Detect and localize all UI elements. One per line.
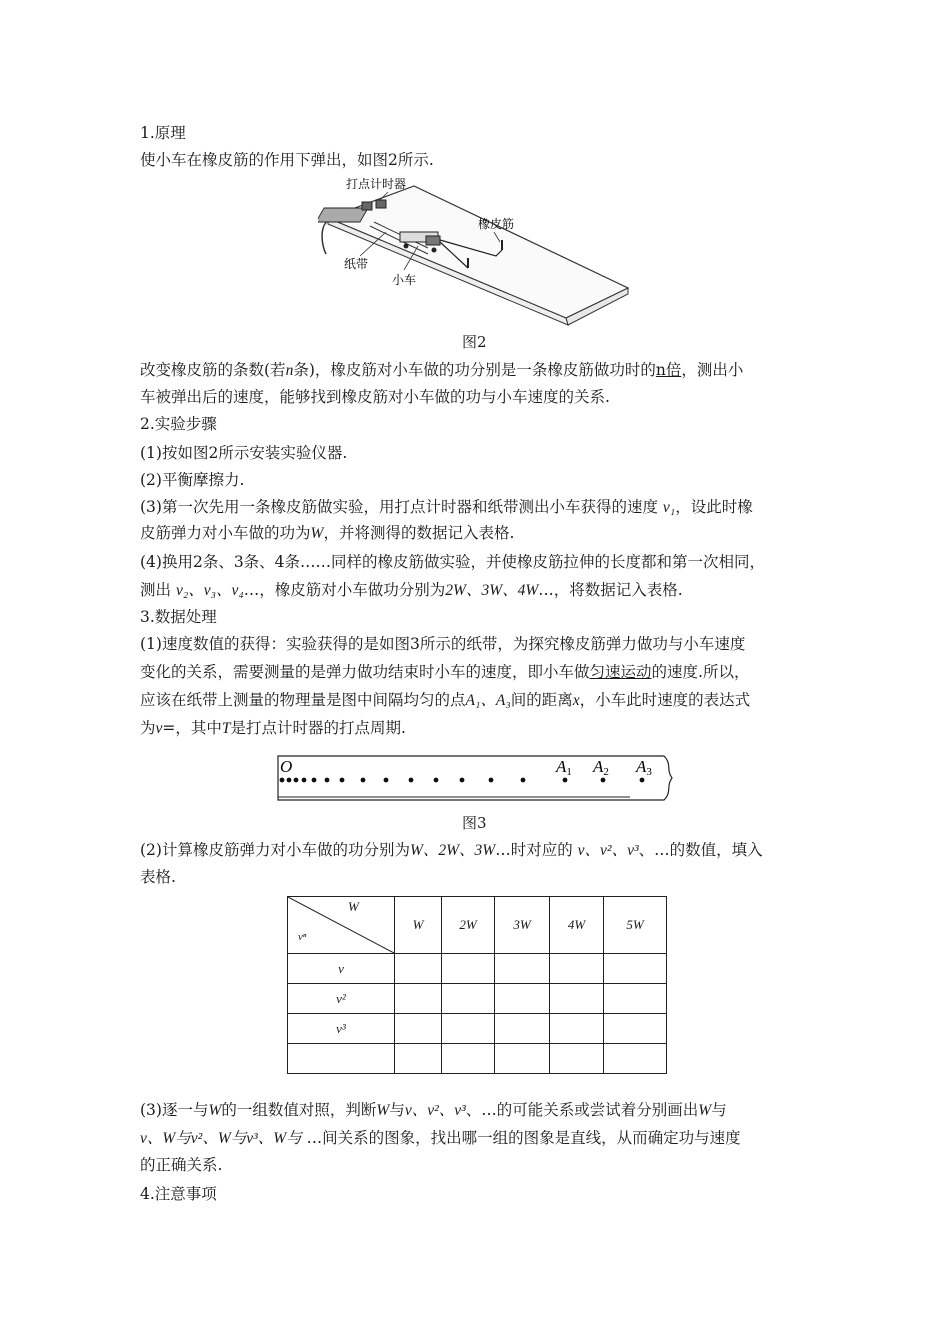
var-w-list: 2W、3W、4W [445, 582, 539, 599]
table-header-cell: 2W [442, 897, 495, 954]
dot [361, 778, 366, 783]
label-rubber-band: 橡皮筋 [478, 217, 515, 231]
underlined-uniform-motion: 匀速运动 [589, 663, 652, 681]
cart-front [426, 236, 440, 245]
data-3-line1 [140, 1100, 820, 1121]
label-paper-tape: 纸带 [344, 257, 369, 271]
table-cell [495, 1044, 550, 1074]
table-row [288, 1044, 667, 1074]
corner-label-W: W [348, 899, 359, 914]
principle-text: 使小车在橡皮筋的作用下弹出，如图2所示. [140, 151, 434, 169]
text-run: 为 [140, 719, 156, 737]
table-cell [442, 984, 495, 1014]
timer-body [318, 208, 368, 222]
label-A2-sub: 2 [603, 766, 609, 778]
table-row-label [288, 1044, 395, 1074]
principle-text-2-line1 [140, 360, 820, 381]
tape-dots [280, 778, 645, 783]
figure-3-caption: 图3 [462, 814, 487, 832]
var-W: W [208, 1102, 222, 1119]
table-header-row [288, 897, 667, 954]
table-cell [395, 1014, 442, 1044]
table-cell [604, 954, 667, 984]
label-A3 [635, 757, 652, 778]
timer-part2 [376, 200, 386, 208]
data-1-line2 [140, 662, 820, 682]
text-run: =，其中 [162, 719, 222, 737]
data-table [287, 896, 667, 1074]
text-run: 条)，橡皮筋对小车做的功分别是一条橡皮筋做功时的 [293, 361, 656, 379]
text-run: ，测出小 [681, 361, 744, 379]
figure-3-paper-tape [276, 752, 676, 804]
corner-diagonal [288, 897, 394, 953]
var-v-list: v₂、v₃、v₄ [175, 582, 244, 599]
dot [302, 778, 307, 783]
table-row-label: v [288, 954, 395, 984]
data-3-line2 [140, 1128, 820, 1149]
data-2-line1 [140, 840, 820, 861]
data-2-line2: 表格. [140, 868, 176, 886]
data-1-line4 [140, 718, 820, 739]
text-run: 与 [711, 1101, 727, 1119]
table-cell [550, 1044, 604, 1074]
label-A1-sub: 1 [566, 766, 572, 778]
var-points: A₁、A₃ [465, 692, 511, 709]
text-run: 改变橡皮筋的条数(若 [140, 361, 286, 379]
data-1-line3 [140, 690, 820, 711]
table-cell [550, 984, 604, 1014]
table-cell [395, 984, 442, 1014]
table-cell [442, 1044, 495, 1074]
dot [312, 778, 317, 783]
text-run: 与 [389, 1101, 405, 1119]
text-run: (3)逐一与 [140, 1101, 209, 1119]
data-1-line1: (1)速度数值的获得：实验获得的是如图3所示的纸带，为探究橡皮筋弹力做功与小车速度 [140, 635, 746, 653]
principle-text-2-line2: 车被弹出后的速度，能够找到橡皮筋对小车做的功与小车速度的关系. [140, 388, 610, 406]
section-heading-steps: 2.实验步骤 [140, 415, 217, 433]
table-cell [604, 1014, 667, 1044]
var-W: W [376, 1102, 390, 1119]
var-relations: v、W与v²、W与v³、W与 [140, 1130, 302, 1147]
text-run: (2)计算橡皮筋弹力对小车做的功分别为 [140, 841, 410, 859]
table-row [288, 1014, 667, 1044]
label-A3-sub: 3 [646, 766, 652, 778]
dot [409, 778, 414, 783]
text-run: 是打点计时器的打点周期. [230, 719, 406, 737]
corner-label-vn: vⁿ [298, 931, 307, 943]
label-A3-letter: A [636, 757, 647, 776]
text-run: 的速度.所以， [651, 663, 750, 681]
var-W: W [310, 525, 324, 542]
data-3-line3: 的正确关系. [140, 1156, 223, 1174]
table-cell [495, 984, 550, 1014]
text-run: (3)第一次先用一条橡皮筋做实验，用打点计时器和纸带测出小车获得的速度 [140, 498, 658, 516]
text-run: ，设此时橡 [675, 498, 753, 516]
table-cell [442, 1014, 495, 1044]
table-corner-cell [288, 897, 395, 954]
text-run: 应该在纸带上测量的物理量是图中间隔均匀的点 [140, 691, 466, 709]
var-n: n [285, 362, 294, 379]
table-cell [604, 984, 667, 1014]
text-run: 的一组数值对照，判断 [221, 1101, 377, 1119]
figure-2-apparatus [318, 170, 638, 328]
label-timer: 打点计时器 [346, 177, 407, 191]
step-3-line1 [140, 497, 820, 518]
step-4-line2 [140, 580, 820, 601]
label-A2 [592, 757, 609, 778]
underlined-n-times: n倍 [655, 361, 682, 379]
dot [434, 778, 439, 783]
table-cell [442, 954, 495, 984]
table-row-label: v² [288, 984, 395, 1014]
table-row-label: v³ [288, 1014, 395, 1044]
dot [489, 778, 494, 783]
table-cell [395, 954, 442, 984]
text-run: ，小车此时速度的表达式 [579, 691, 751, 709]
text-run: 、…的数值，填入 [638, 841, 763, 859]
text-run: …时对应的 [495, 841, 573, 859]
figure-2-caption: 图2 [462, 333, 487, 351]
table-row [288, 984, 667, 1014]
dot [521, 778, 526, 783]
label-cart: 小车 [392, 273, 417, 287]
var-v1: v₁ [662, 499, 676, 516]
dot [287, 778, 292, 783]
table-cell [395, 1044, 442, 1074]
tape-outline [278, 756, 672, 800]
var-v-powers: v、v²、v³ [577, 842, 639, 859]
table-header-cell: 3W [495, 897, 550, 954]
text-run: 测出 [140, 581, 172, 599]
step-1: (1)按如图2所示安装实验仪器. [140, 444, 348, 462]
text-run: …，将数据记入表格. [538, 581, 683, 599]
var-x: x [572, 692, 580, 709]
label-A1-letter: A [556, 757, 567, 776]
label-A1 [555, 757, 572, 778]
step-2: (2)平衡摩擦力. [140, 471, 245, 489]
dot [460, 778, 465, 783]
dot [340, 778, 345, 783]
table-header-cell: 4W [550, 897, 604, 954]
text-run: 间的距离 [510, 691, 573, 709]
dot-A2 [601, 778, 606, 783]
dot [384, 778, 389, 783]
table-header-cell: 5W [604, 897, 667, 954]
step-3-line2 [140, 523, 820, 544]
var-W: W [698, 1102, 712, 1119]
dot-A3 [640, 778, 645, 783]
text-run: …间关系的图象，找出哪一组的图象是直线，从而确定功与速度 [306, 1129, 741, 1147]
table-cell [495, 954, 550, 984]
dot [280, 778, 285, 783]
table-cell [550, 1014, 604, 1044]
section-heading-principle: 1.原理 [140, 124, 186, 142]
var-w-list: W、2W、3W [409, 842, 496, 859]
step-4-line1: (4)换用2条、3条、4条……同样的橡皮筋做实验，并使橡皮筋拉伸的长度都和第一次相同， [140, 553, 766, 571]
text-run: ，并将测得的数据记入表格. [323, 524, 515, 542]
table-cell [604, 1044, 667, 1074]
table-row [288, 954, 667, 984]
table-cell [495, 1014, 550, 1044]
timer-part1 [362, 202, 372, 210]
text-run: …，橡皮筋对小车做功分别为 [243, 581, 446, 599]
text-run: 皮筋弹力对小车做的功为 [140, 524, 311, 542]
dot [325, 778, 330, 783]
section-heading-data: 3.数据处理 [140, 608, 217, 626]
dot-A1 [563, 778, 568, 783]
section-heading-notes: 4.注意事项 [140, 1185, 217, 1203]
table-header-cell: W [395, 897, 442, 954]
var-v: v [155, 720, 163, 737]
label-A2-letter: A [593, 757, 604, 776]
board-top [328, 186, 628, 318]
table-cell [550, 954, 604, 984]
dot [294, 778, 299, 783]
text-run: 变化的关系，需要测量的是弹力做功结束时小车的速度，即小车做 [140, 663, 590, 681]
label-O: O [280, 757, 293, 776]
var-v-powers: v、v²、v³ [404, 1102, 466, 1119]
text-run: 、…的可能关系或尝试着分别画出 [465, 1101, 699, 1119]
var-T: T [221, 720, 231, 737]
